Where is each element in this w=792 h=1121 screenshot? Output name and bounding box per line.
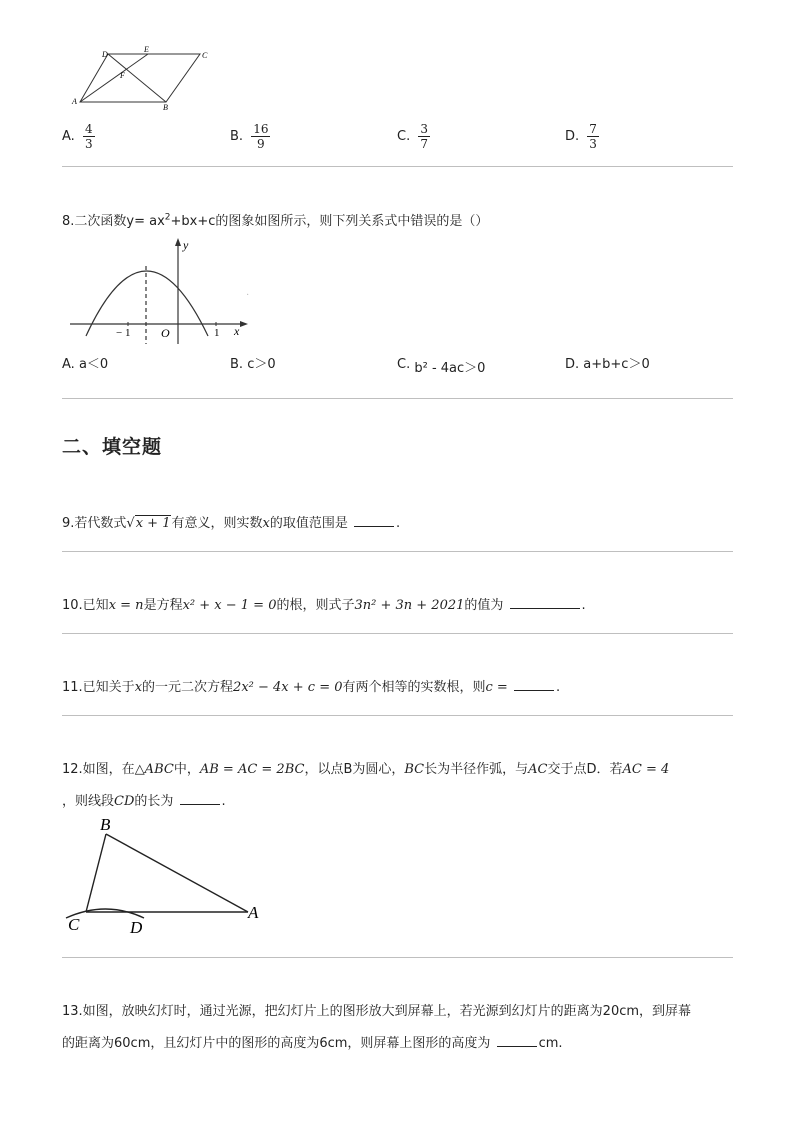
answer-blank[interactable] — [180, 792, 220, 805]
q12-line2: ，则线段CD的长为 . — [62, 794, 226, 809]
label-d: D — [102, 50, 108, 59]
parabola-graph — [66, 236, 256, 348]
divider — [62, 398, 733, 399]
label-f: F — [120, 71, 125, 80]
q7-option-c — [397, 122, 430, 151]
fraction: $\frac{7}{3}$ — [589, 122, 597, 151]
divider — [62, 715, 733, 716]
y-axis-label: y — [183, 238, 189, 252]
q13-line1: 13.如图，放映幻灯时，通过光源，把幻灯片上的图形放大到屏幕上，若光源到幻灯片的距离为20cm，到屏幕 — [62, 1004, 692, 1019]
tick-neg1: − 1 — [116, 327, 131, 339]
option-letter: C. — [397, 129, 411, 144]
label-a: A — [248, 903, 259, 922]
divider — [62, 633, 733, 634]
q8-stem: 8.二次函数$y= ax^2+bx+c$的图象如图所示，则下列关系式中错误的是（） — [62, 212, 489, 229]
label-b: B — [163, 103, 168, 112]
q9: 9.若代数式√x + 1有意义，则实数x的取值范围是 . — [62, 516, 401, 531]
label-d: D — [130, 918, 143, 937]
fraction: $\frac{16}{9}$ — [253, 122, 269, 151]
q7-option-d — [565, 122, 599, 151]
option-letter: B. — [230, 129, 244, 144]
q8-option-a: A. a＜0 — [62, 357, 109, 372]
q8-option-b: B. c＞0 — [230, 357, 276, 372]
option-letter: A. — [62, 129, 75, 144]
label-c: C — [68, 915, 80, 934]
divider — [62, 166, 733, 167]
q7-option-b — [230, 122, 270, 151]
option-letter: D. — [565, 129, 580, 144]
q8-option-c: C. b² - 4ac＞0 — [397, 357, 486, 376]
answer-blank[interactable] — [497, 1034, 537, 1047]
q12-line1: 12.如图，在△ABC中，AB = AC = 2BC，以点B为圆心，BC长为半径作弧，与AC交于点D．若AC = 4 — [62, 762, 670, 777]
parallelogram-figure — [70, 44, 210, 112]
divider — [62, 551, 733, 552]
answer-blank[interactable] — [354, 514, 394, 527]
label-c: C — [202, 51, 208, 60]
q8-option-d: D. a+b+c＞0 — [565, 357, 650, 372]
section-title: 二、填空题 — [62, 436, 163, 458]
answer-blank[interactable] — [514, 678, 554, 691]
q13-line2: 的距离为60cm，且幻灯片中的图形的高度为6cm，则屏幕上图形的高度为 cm. — [62, 1036, 563, 1051]
label-e: E — [144, 45, 149, 54]
label-a: A — [72, 97, 77, 106]
origin-label: O — [161, 326, 170, 340]
fraction: $\frac{4}{3}$ — [84, 122, 93, 151]
label-b: B — [100, 815, 111, 834]
triangle-figure — [62, 812, 272, 940]
answer-blank[interactable] — [510, 596, 580, 609]
x-axis-label: x — [234, 324, 240, 338]
q7-option-a — [62, 122, 95, 151]
q10: 10.已知x = n是方程x² + x − 1 = 0的根，则式子3n² + 3n + 2021的值为 . — [62, 598, 586, 613]
fraction: $\frac{3}{7}$ — [420, 122, 428, 151]
divider — [62, 957, 733, 958]
svg-text:·: · — [246, 290, 250, 301]
q11: 11.已知关于x的一元二次方程2x² − 4x + c = 0有两个相等的实数根，则c = . — [62, 680, 561, 695]
tick-1: 1 — [214, 327, 220, 339]
